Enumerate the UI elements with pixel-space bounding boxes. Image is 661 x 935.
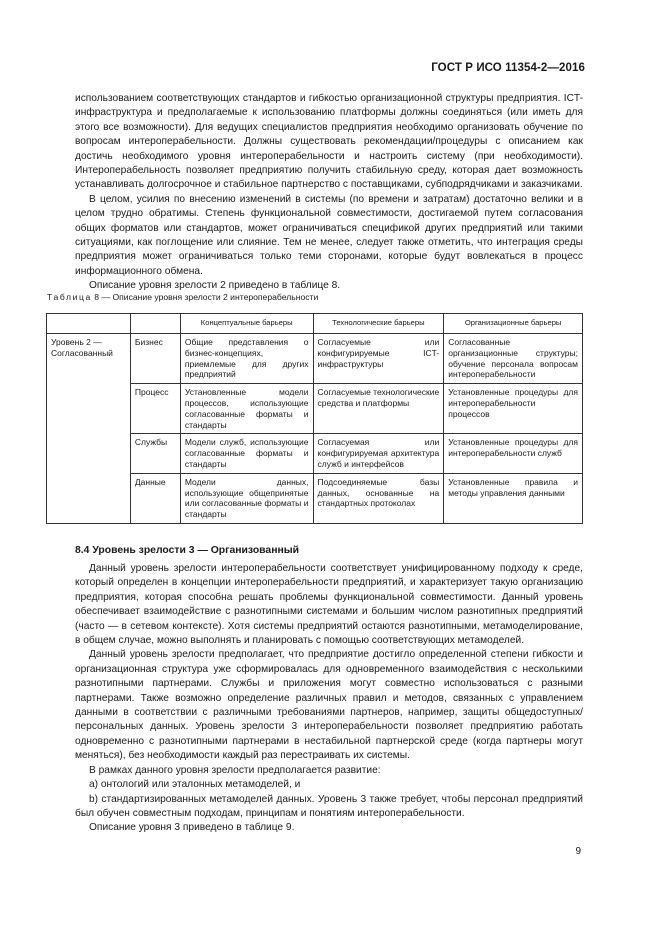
list-item: b) стандартизированных метамоделей данных. Уровень 3 также требует, чтобы персонал предприятий был обучен совместным подходам, принципам и понятиям интероперабельности. xyxy=(75,793,583,819)
section-title: 8.4 Уровень зрелости 3 — Организованный xyxy=(75,545,300,556)
caption-text: 8 — Описание уровня зрелости 2 интероперабельности xyxy=(94,292,319,302)
table-cell: Согласуемые или конфигурируемые ICT-инфраструктуры xyxy=(313,334,444,384)
paragraph: Данный уровень зрелости предполагает, что предприятие достигло определенной степени гибкости и организационная структура уже сформировалась для одновременного взаимодействия с несколькими разнотипными партнерами. Службы и приложения могут совместно использоваться с разными партнерами. Также возможно определение различных правил и методов, связанных с управлением данными в соответствии с различными требованиями партнеров, например, защиты общедоступных/персональных данных. Уровень зрелости 3 интероперабельности позволяет предприятию работать одновременно с разнотипными партнерами в нестабильной партнерской среде (когда партнеры могут меняться), без необходимости каждый раз перестраивать их системы. xyxy=(75,649,583,762)
intro-text xyxy=(75,92,583,294)
aspect-cell: Службы xyxy=(130,434,180,473)
paragraph: Описание уровня 3 приведено в таблице 9. xyxy=(89,822,295,834)
aspect-cell: Данные xyxy=(130,473,180,523)
caption-prefix: Таблица xyxy=(47,292,92,302)
table-cell: Модели служб, использующие согласованные форматы и стандарты xyxy=(180,434,313,473)
paragraph: Данный уровень зрелости интероперабельности соответствует унифицированному подходу к среде, который определен в концепции интероперабельности предприятий, и характеризует такую организацию предприятия, которая способна решать проблемы функциональной совместимости. Данный уровень обеспечивает взаимодействие с разнотипными системами и большим числом разнотипных предприятий (часто — в сетевом контексте). Хотя системы предприятий остаются разнотипными, метамоделирование, в общем случае, можно выполнять и планировать с помощью соответствующих метамоделей. xyxy=(75,563,583,647)
table-header-row xyxy=(47,314,583,334)
table-cell: Установленные процедуры для интероперабельности служб xyxy=(444,434,583,473)
paragraph: В целом, усилия по внесению изменений в системы (по времени и затратам) достаточно велики и в целом трудно обратимы. Степень функциональной совместимости, достигаемой путем согласования общих форматов или стандартов, может ограничиваться спецификой других предприятий или такими ситуациями, как поглощение или слияние. Тем не менее, следует также отметить, что интеграция среды предприятия может ограничиваться только теми сторонами, которые будут вовлекаться в процесс информационного обмена. xyxy=(75,193,583,277)
table-cell: Согласованные организационные структуры; обучение персонала вопросам интероперабельности xyxy=(444,334,583,384)
table-cell: Установленные правила и методы управления данными xyxy=(444,473,583,523)
table-cell: Установленные модели процессов, использующие согласованные форматы и стандарты xyxy=(180,384,313,434)
paragraph: Описание уровня зрелости 2 приведено в таблице 8. xyxy=(89,280,341,292)
document-header: ГОСТ Р ИСО 11354-2—2016 xyxy=(431,62,585,74)
maturity-table xyxy=(46,313,583,524)
paragraph: В рамках данного уровня зрелости предполагается развитие: xyxy=(89,764,381,776)
aspect-cell: Бизнес xyxy=(130,334,180,384)
aspect-cell: Процесс xyxy=(130,384,180,434)
list-item: a) онтологий или эталонных метамоделей, и xyxy=(89,779,301,791)
section-text xyxy=(75,562,583,836)
table-cell: Модели данных, использующие общепринятые или согласованные форматы и стандарты xyxy=(180,473,313,523)
table-header-cell xyxy=(47,314,131,334)
table-cell: Согласуемая или конфигурируемая архитектура служб и интерфейсов xyxy=(313,434,444,473)
table-header-cell xyxy=(130,314,180,334)
table-header-cell: Концептуальные барьеры xyxy=(180,314,313,334)
table-cell: Согласуемые технологические средства и платформы xyxy=(313,384,444,434)
table-caption xyxy=(47,292,318,302)
table-header-cell: Организационные барьеры xyxy=(444,314,583,334)
paragraph: использованием соответствующих стандартов и гибкостью организационной структуры предприятия. ICT-инфраструктура и предполагаемые к использованию платформы должны соединяться (или иметь для этого все возможности). Для ведущих специалистов предприятия необходимо организовать обучение по вопросам интероперабельности. Должны существовать рекомендации/процедуры с описанием как достичь необходимого уровня интероперабельности и настроить систему (при необходимости). Интероперабельность позволяет предприятию получить стабильную среду, которая дает возможность устанавливать долгосрочное и стабильное партнерство с поставщиками, субподрядчиками и заказчиками. xyxy=(75,93,583,191)
table-header-cell: Технологические барьеры xyxy=(313,314,444,334)
table-cell: Общие представления о бизнес-концепциях, приемлемые для других предприятий xyxy=(180,334,313,384)
table-cell: Подсоединяемые базы данных, основанные на стандартных протоколах xyxy=(313,473,444,523)
table-row xyxy=(47,334,583,384)
table-cell: Установленные процедуры для интероперабельности процессов xyxy=(444,384,583,434)
page-number: 9 xyxy=(575,846,581,857)
level-cell: Уровень 2 — Согласованный xyxy=(47,334,131,524)
